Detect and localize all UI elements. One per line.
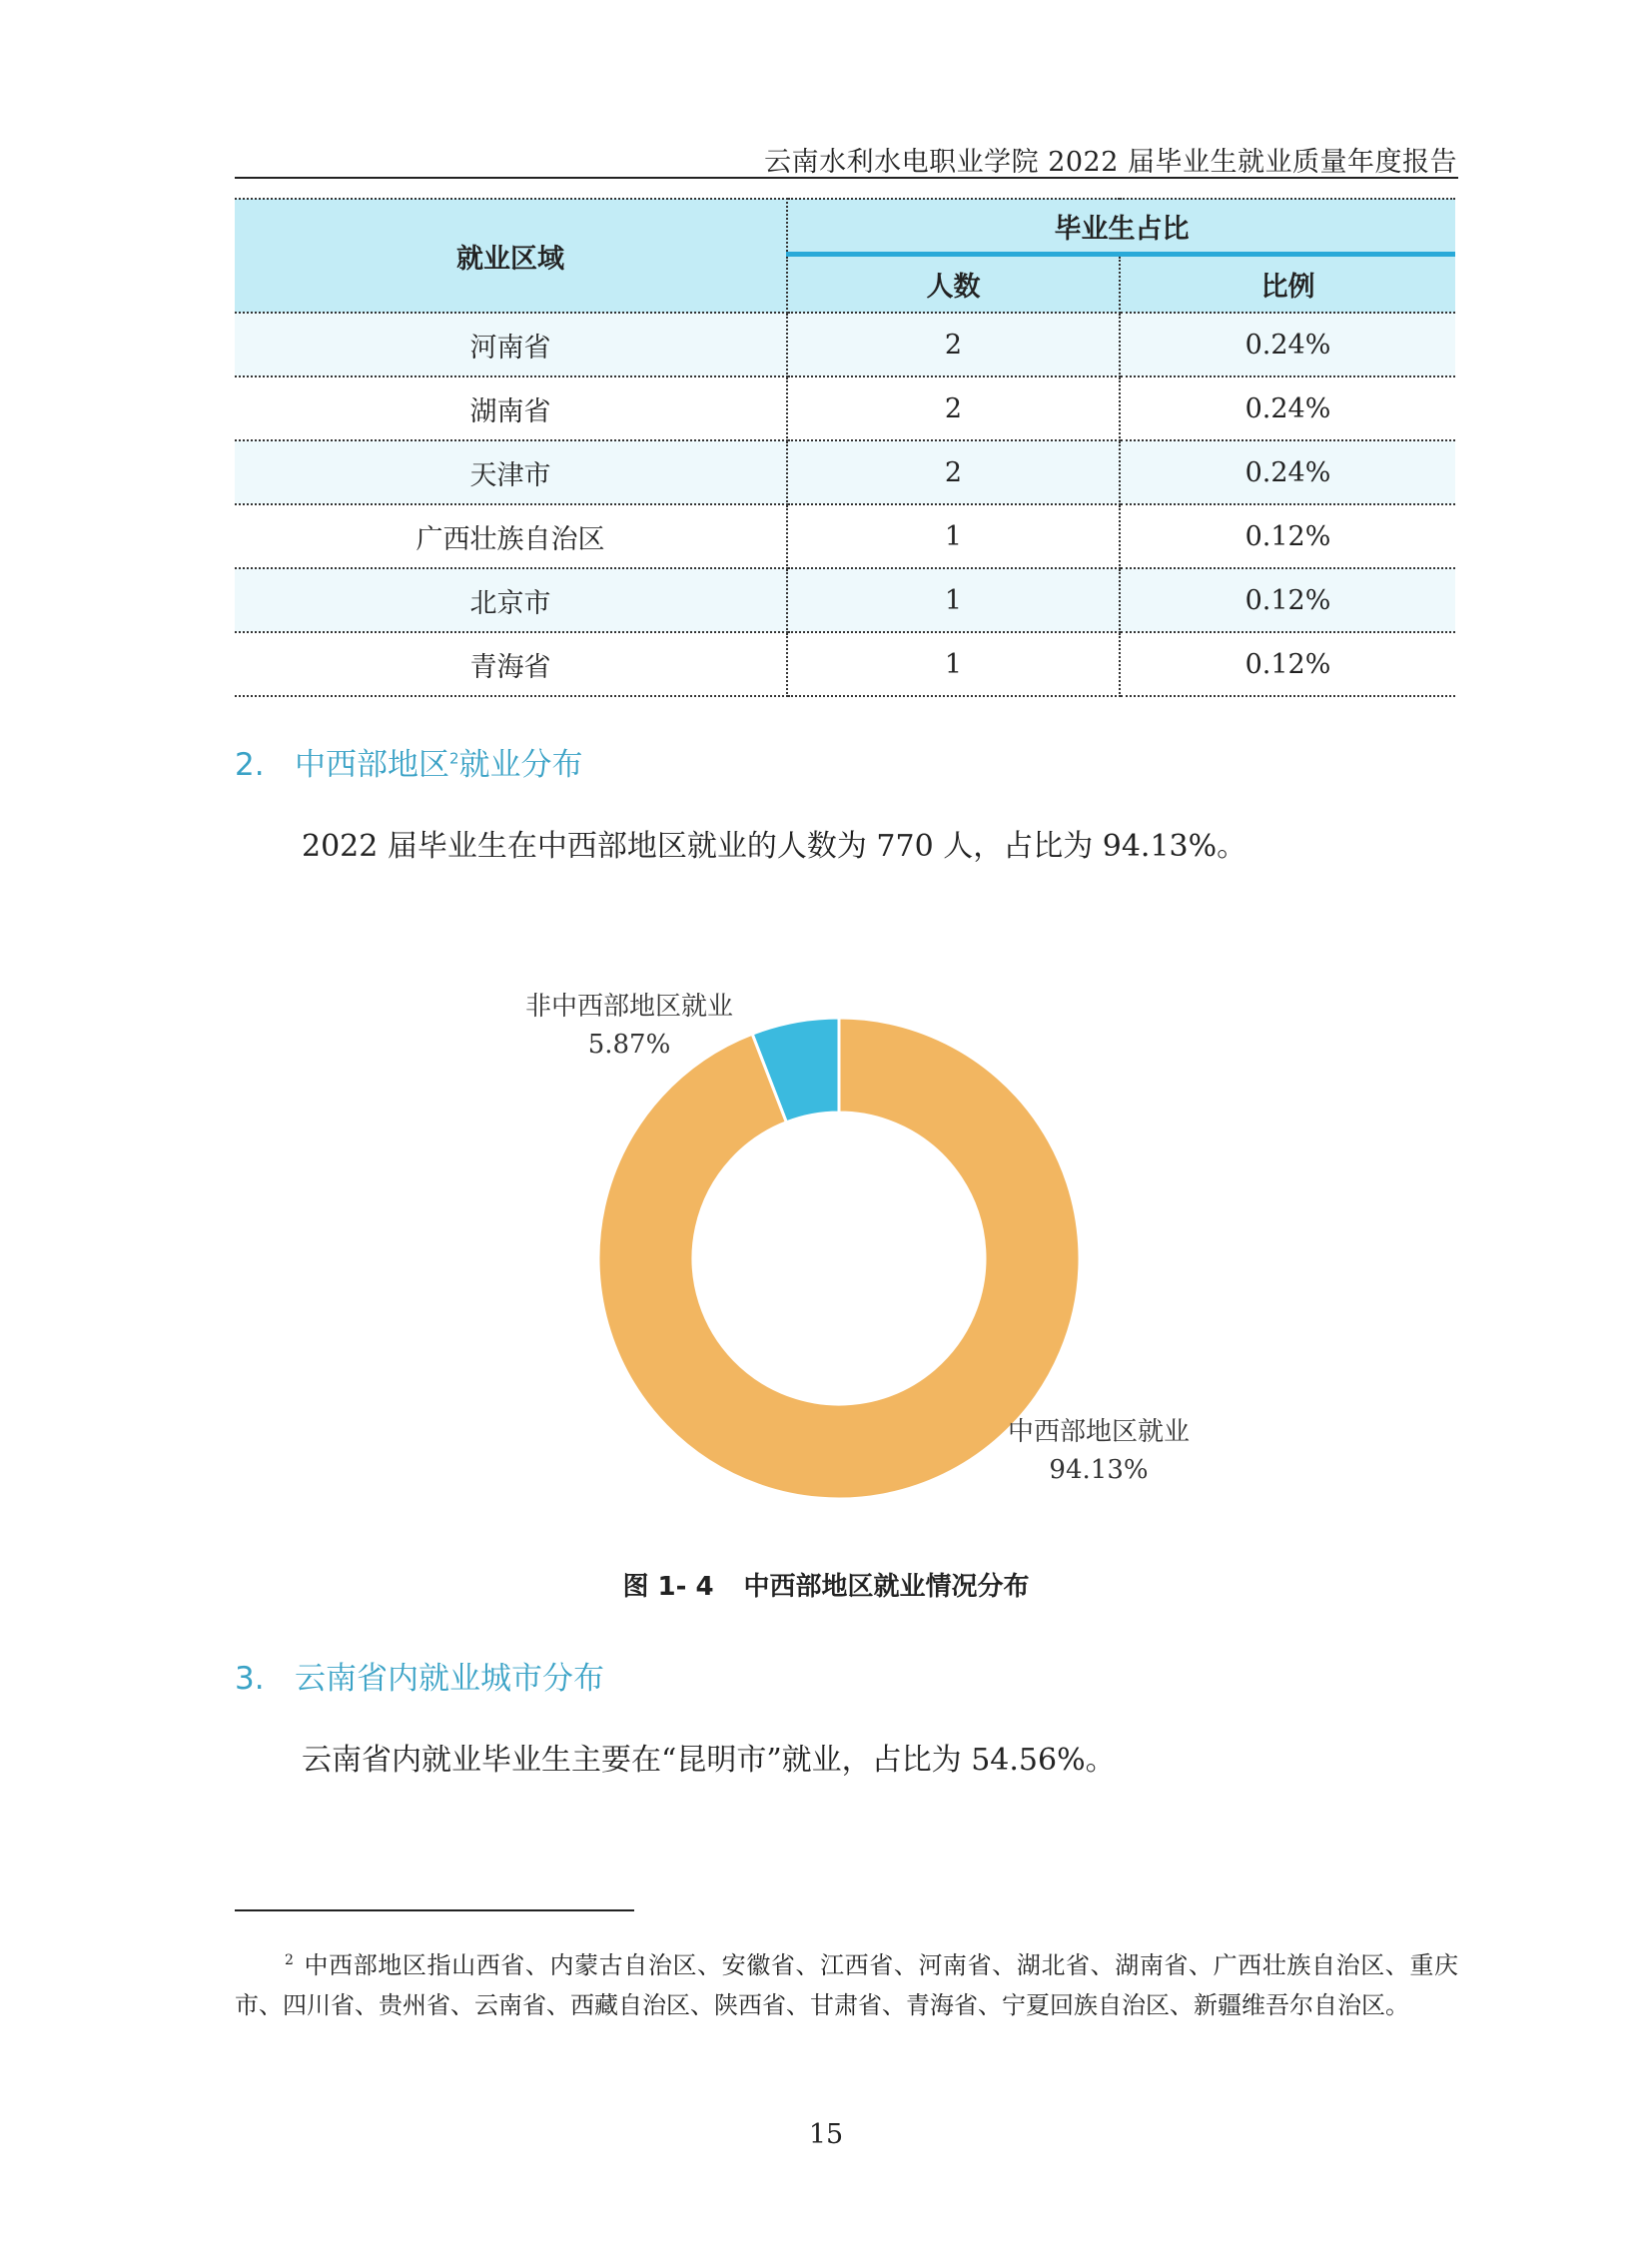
cell-ratio: 0.24% xyxy=(1120,440,1455,504)
section-3-heading xyxy=(235,1653,604,1698)
cell-ratio: 0.12% xyxy=(1120,632,1455,696)
col-header-group: 毕业生占比 xyxy=(787,199,1455,255)
col-header-region: 就业区域 xyxy=(235,199,787,313)
col-header-count: 人数 xyxy=(787,255,1120,314)
footnote-divider xyxy=(235,1909,634,1911)
section-3-title: 云南省内就业城市分布 xyxy=(295,1661,604,1697)
cell-ratio: 0.24% xyxy=(1120,376,1455,440)
cell-count: 1 xyxy=(787,504,1120,568)
cell-ratio: 0.24% xyxy=(1120,313,1455,376)
col-header-ratio: 比例 xyxy=(1120,255,1455,314)
figure-title: 中西部地区就业情况分布 xyxy=(743,1572,1030,1602)
slice-value-central-west: 94.13% xyxy=(1049,1455,1149,1485)
slice-label-non-central-west: 非中西部地区就业 xyxy=(524,992,734,1022)
section-2-title-suffix: 就业分布 xyxy=(458,747,583,783)
cell-region: 天津市 xyxy=(235,440,787,504)
cell-region: 北京市 xyxy=(235,568,787,632)
footnote-marker: 2 xyxy=(285,1952,294,1968)
footnote-text: 中西部地区指山西省、内蒙古自治区、安徽省、江西省、河南省、湖北省、湖南省、广西壮族自治区、重庆市、四川省、贵州省、云南省、西藏自治区、陕西省、甘肃省、青海省、宁夏回族自治区、新疆维吾尔自治区。 xyxy=(235,1951,1458,2019)
slice-label-central-west: 中西部地区就业 xyxy=(1007,1417,1191,1447)
footnote-ref[interactable]: 2 xyxy=(449,749,459,768)
figure-number: 图 1- 4 xyxy=(622,1572,714,1602)
footnote xyxy=(235,1940,1458,2025)
figure-caption xyxy=(0,1566,1652,1603)
cell-ratio: 0.12% xyxy=(1120,504,1455,568)
cell-region: 广西壮族自治区 xyxy=(235,504,787,568)
slice-value-non-central-west: 5.87% xyxy=(587,1030,671,1060)
cell-region: 湖南省 xyxy=(235,376,787,440)
page-number: 15 xyxy=(808,2119,844,2150)
section-2-title: 中西部地区 xyxy=(295,747,449,783)
cell-ratio: 0.12% xyxy=(1120,568,1455,632)
cell-count: 2 xyxy=(787,440,1120,504)
section-3-paragraph: 云南省内就业毕业生主要在“昆明市”就业，占比为 54.56%。 xyxy=(302,1743,1116,1778)
section-3-number: 3. xyxy=(235,1661,265,1697)
report-header-title: 云南水利水电职业学院 2022 届毕业生就业质量年度报告 xyxy=(764,147,1457,178)
cell-region: 河南省 xyxy=(235,313,787,376)
section-2-number: 2. xyxy=(235,747,265,783)
cell-count: 2 xyxy=(787,376,1120,440)
cell-region: 青海省 xyxy=(235,632,787,696)
cell-count: 2 xyxy=(787,313,1120,376)
cell-count: 1 xyxy=(787,632,1120,696)
section-2-paragraph: 2022 届毕业生在中西部地区就业的人数为 770 人，占比为 94.13%。 xyxy=(302,829,1247,864)
cell-count: 1 xyxy=(787,568,1120,632)
